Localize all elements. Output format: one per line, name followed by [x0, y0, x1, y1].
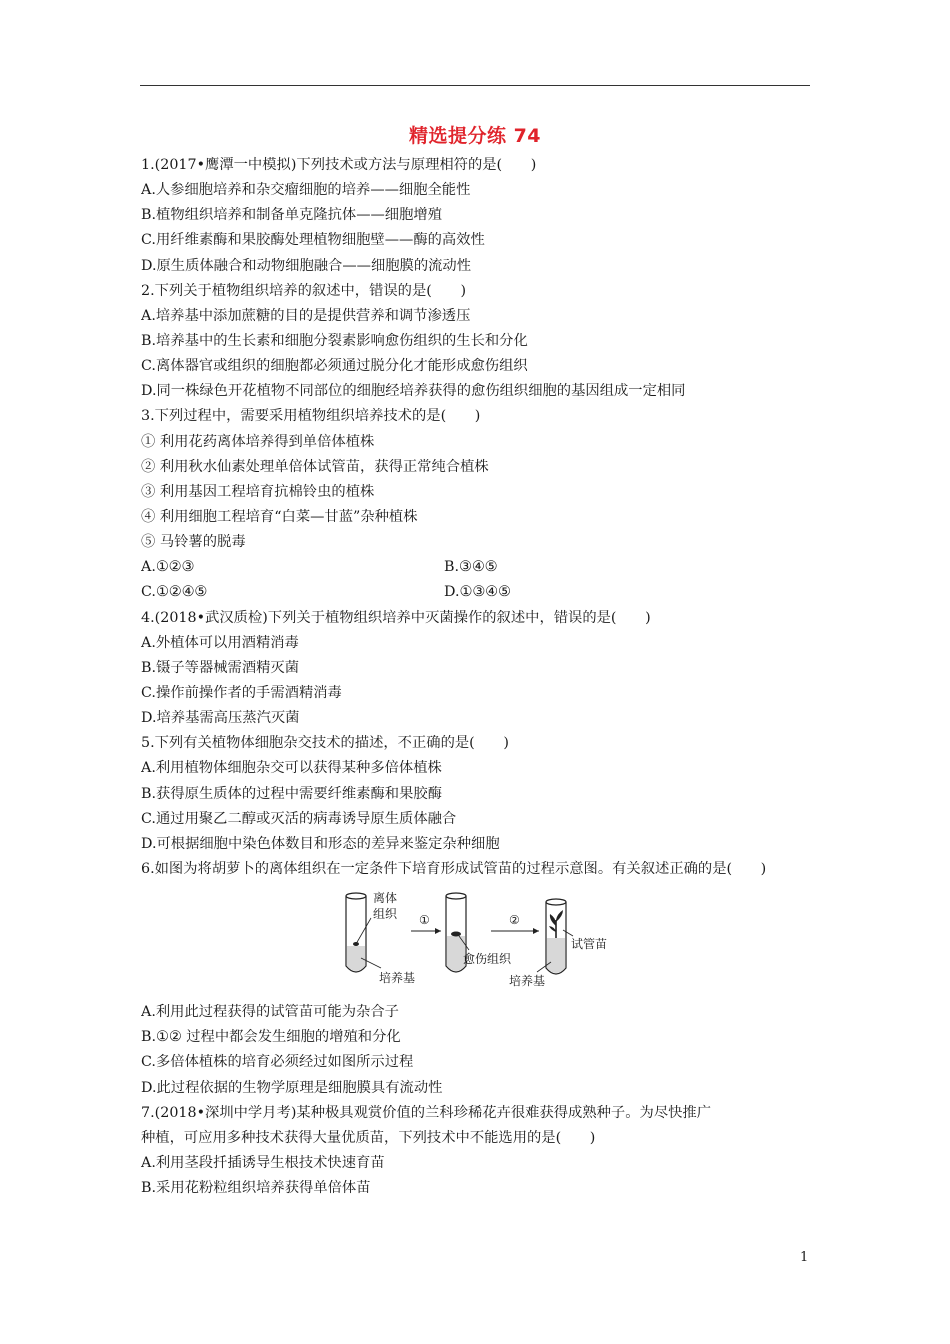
page-number: 1 — [800, 1250, 809, 1265]
question-4-option-d: D.培养基需高压蒸汽灭菌 — [141, 710, 300, 727]
question-7-stem-line-2: 种植，可应用多种技术获得大量优质苗，下列技术中不能选用的是( ) — [141, 1129, 596, 1146]
question-4-stem: 4.(2018•武汉质检)下列关于植物组织培养中灭菌操作的叙述中，错误的是( ) — [141, 609, 651, 626]
question-1-option-b: B.植物组织培养和制备单克隆抗体——细胞增殖 — [141, 207, 442, 224]
question-2-option-d: D.同一株绿色开花植物不同部位的细胞经培养获得的愈伤组织细胞的基因组成一定相同 — [141, 383, 686, 400]
question-3-options-row-2 — [141, 580, 813, 605]
question-5-option-a: A.利用植物体细胞杂交可以获得某种多倍体植株 — [141, 760, 442, 777]
question-list — [141, 153, 813, 1201]
question-1-option-d: D.原生质体融合和动物细胞融合——细胞膜的流动性 — [141, 257, 472, 274]
question-4-option-b: B.镊子等器械需酒精灭菌 — [141, 659, 300, 676]
label-step-1: ① — [419, 913, 430, 928]
question-3-option-c: C.①②④⑤ — [141, 584, 208, 601]
question-5-option-d: D.可根据细胞中染色体数目和形态的差异来鉴定杂种细胞 — [141, 835, 500, 852]
question-2-option-a: A.培养基中添加蔗糖的目的是提供营养和调节渗透压 — [141, 307, 471, 324]
page-title: 精选提分练 74 — [408, 125, 542, 147]
label-medium-1: 培养基 — [379, 971, 416, 986]
question-2-option-c: C.离体器官或组织的细胞都必须通过脱分化才能形成愈伤组织 — [141, 358, 528, 375]
label-step-2: ② — [509, 913, 520, 928]
question-1-stem: 1.(2017•鹰潭一中模拟)下列技术或方法与原理相符的是( ) — [141, 157, 537, 173]
label-plantlet: 试管苗 — [571, 937, 608, 952]
question-6-option-a: A.利用此过程获得的试管苗可能为杂合子 — [141, 1004, 399, 1021]
tissue-culture-diagram-svg — [341, 886, 761, 996]
question-5-stem: 5.下列有关植物体细胞杂交技术的描述，不正确的是( ) — [141, 735, 509, 752]
question-7-option-a: A.利用茎段扦插诱导生根技术快速育苗 — [141, 1154, 385, 1171]
label-callus: 愈伤组织 — [463, 952, 512, 967]
label-explant-1: 离体 — [373, 891, 398, 906]
question-1-option-a: A.人参细胞培养和杂交瘤细胞的培养——细胞全能性 — [141, 182, 471, 199]
question-6-stem: 6.如图为将胡萝卜的离体组织在一定条件下培育形成试管苗的过程示意图。有关叙述正确的是( ) — [141, 860, 767, 877]
question-2-stem: 2.下列关于植物组织培养的叙述中，错误的是( ) — [141, 282, 467, 299]
question-7-stem-line-1: 7.(2018•深圳中学月考)某种极具观赏价值的兰科珍稀花卉很难获得成熟种子。为尽快推广 — [141, 1104, 712, 1121]
question-5-option-c: C.通过用聚乙二醇或灭活的病毒诱导原生质体融合 — [141, 810, 457, 827]
question-3-item: ② 利用秋水仙素处理单倍体试管苗，获得正常纯合植株 — [141, 458, 489, 475]
header-rule — [140, 85, 810, 86]
question-3-stem: 3.下列过程中，需要采用植物组织培养技术的是( ) — [141, 408, 481, 425]
question-4-option-c: C.操作前操作者的手需酒精消毒 — [141, 684, 342, 701]
question-1-option-c: C.用纤维素酶和果胶酶处理植物细胞壁——酶的高效性 — [141, 232, 485, 249]
question-6-option-d: D.此过程依据的生物学原理是细胞膜具有流动性 — [141, 1079, 443, 1096]
label-explant-2: 组织 — [373, 907, 398, 922]
question-3-options-row-1 — [141, 555, 813, 580]
question-3-option-d: D.①③④⑤ — [444, 584, 511, 601]
question-6-option-b: B.①② 过程中都会发生细胞的增殖和分化 — [141, 1029, 401, 1046]
arrow-step-1 — [411, 928, 441, 934]
question-5-option-b: B.获得原生质体的过程中需要纤维素酶和果胶酶 — [141, 785, 442, 802]
question-2-option-b: B.培养基中的生长素和细胞分裂素影响愈伤组织的生长和分化 — [141, 332, 528, 349]
question-3-item: ③ 利用基因工程培育抗棉铃虫的植株 — [141, 483, 375, 500]
label-medium-2: 培养基 — [509, 974, 546, 989]
question-3-item: ⑤ 马铃薯的脱毒 — [141, 534, 246, 551]
question-3-option-b: B.③④⑤ — [444, 559, 498, 576]
arrow-step-2 — [491, 928, 539, 934]
test-tube-3 — [546, 899, 566, 974]
question-4-option-a: A.外植体可以用酒精消毒 — [141, 634, 299, 651]
question-3-option-a: A.①②③ — [141, 559, 195, 576]
tissue-culture-diagram — [141, 882, 813, 1000]
question-3-item: ④ 利用细胞工程培育“白菜—甘蓝”杂种植株 — [141, 508, 418, 525]
question-3-item: ① 利用花药离体培养得到单倍体植株 — [141, 433, 375, 450]
question-6-option-c: C.多倍体植株的培育必须经过如图所示过程 — [141, 1054, 414, 1071]
question-7-option-b: B.采用花粉粒组织培养获得单倍体苗 — [141, 1180, 371, 1197]
